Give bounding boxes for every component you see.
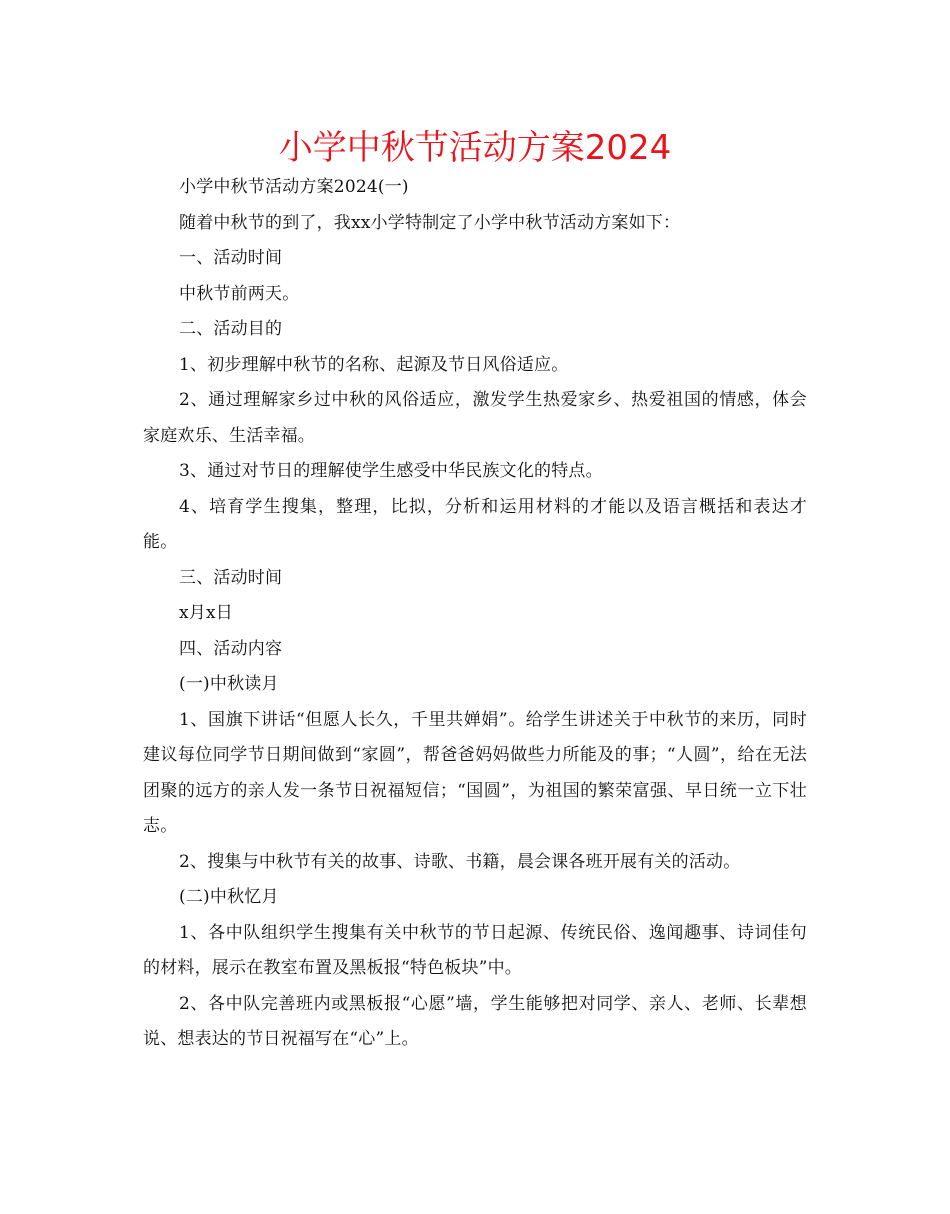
list-item: 1、初步理解中秋节的名称、起源及节日风俗适应。 <box>179 354 569 375</box>
section-heading-purpose: 二、活动目的 <box>179 319 283 339</box>
list-item: 1、国旗下讲话“但愿人长久，千里共婵娟”。给学生讲述关于中秋节的来历，同时建议每位同学节日期间做到“家圆”，帮爸爸妈妈做些力所能及的事；“人圆”，给在无法团聚的远方的亲人发一条节日祝福短信；“国圆”，为祖国的繁荣富强、早日统一立下壮志。 <box>143 709 807 836</box>
paragraph: 中秋节前两天。 <box>179 283 300 304</box>
intro-paragraph: 随着中秋节的到了，我xx小学特制定了小学中秋节活动方案如下： <box>179 212 681 233</box>
section-heading-time: 一、活动时间 <box>179 248 283 268</box>
section-heading-content: 四、活动内容 <box>179 638 283 659</box>
list-item: 2、通过理解家乡过中秋的风俗适应，激发学生热爱家乡、热爱祖国的情感，体会家庭欢乐、生活幸福。 <box>143 390 807 446</box>
subsection-heading: (一)中秋读月 <box>179 674 279 694</box>
subsection-heading: (二)中秋忆月 <box>179 887 279 907</box>
subtitle-paragraph: 小学中秋节活动方案2024(一) <box>179 177 409 197</box>
list-item: 2、搜集与中秋节有关的故事、诗歌、书籍，晨会课各班开展有关的活动。 <box>179 851 741 872</box>
list-item: 1、各中队组织学生搜集有关中秋节的节日起源、传统民俗、逸闻趣事、诗词佳句的材料，展示在教室布置及黑板报“特色板块”中。 <box>143 922 807 978</box>
list-item: 4、培育学生搜集，整理，比拟，分析和运用材料的才能以及语言概括和表达才能。 <box>143 496 807 552</box>
list-item: 2、各中队完善班内或黑板报“心愿”墙，学生能够把对同学、亲人、老师、长辈想说、想表达的节日祝福写在“心”上。 <box>143 993 807 1049</box>
section-heading-time-2: 三、活动时间 <box>179 567 283 588</box>
document-body <box>143 170 807 1058</box>
paragraph: x月x日 <box>179 603 233 623</box>
document-title: 小学中秋节活动方案2024 <box>278 128 672 168</box>
list-item: 3、通过对节日的理解使学生感受中华民族文化的特点。 <box>179 461 603 481</box>
